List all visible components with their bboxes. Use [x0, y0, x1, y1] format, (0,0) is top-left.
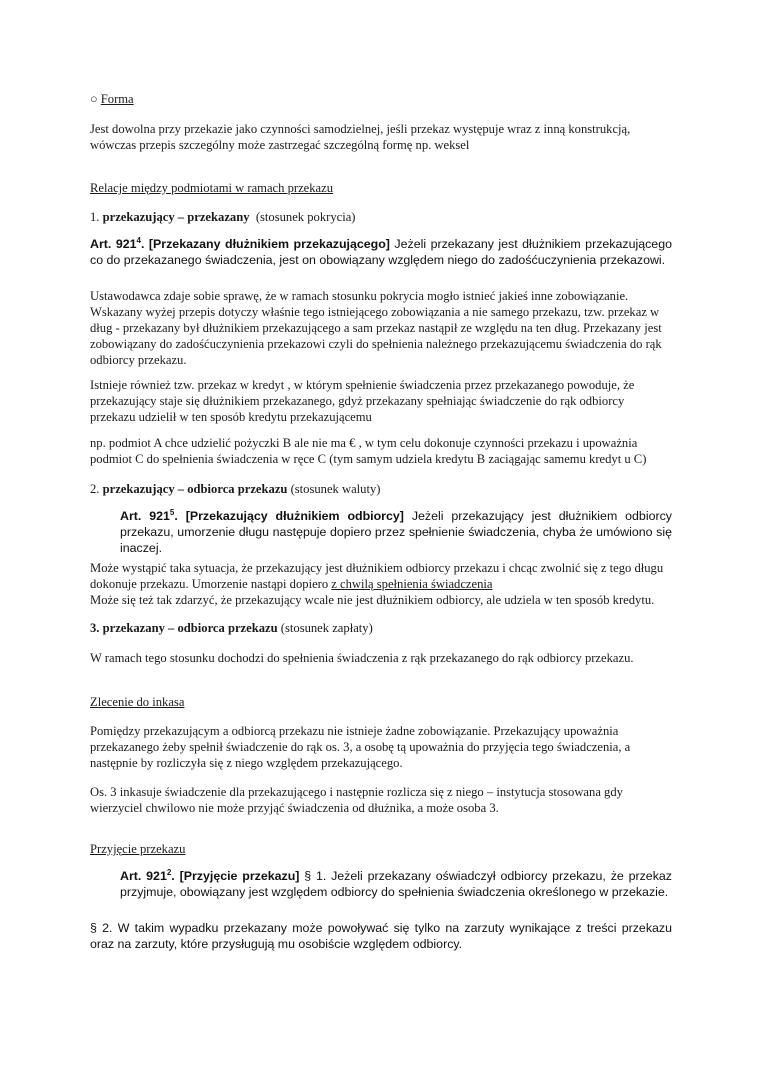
paragraph-par-2: § 2. W takim wypadku przekazany może powoływać się tylko na zarzuty wynikające z treści przekazu oraz na zarzuty, które przysługują mu osobiście względem odbiorcy. [90, 921, 672, 951]
article-921-4: Art. $921^4$. [Przekazany dłużnikiem przekazującego] Jeżeli przekazany jest dłużnikiem przekazującego co do przekazanego świadczenia, jest on obowiązany względem niego do zadośćuczynienia przekazowi. [90, 235, 672, 267]
bullet-icon: ○ [90, 92, 98, 106]
forma-paragraph: Jest dowolna przy przekazie jako czynności samodzielnej, jeśli przekaz występuje wraz z inną konstrukcją, wówczas przepis szczególny może zastrzegać szczególną formę np. weksel [90, 122, 631, 152]
forma-heading [90, 91, 672, 107]
paragraph-os3: Os. 3 inkasuje świadczenie dla przekazującego i następnie rozlicza się z niego – instytucja stosowana gdy wierzyciel chwilowo nie może przyjąć świadczenia od dłużnika, a może osoba 3. [90, 785, 623, 815]
przyjecie-heading: Przyjęcie przekazu [90, 842, 186, 856]
paragraph-w-ramach: W ramach tego stosunku dochodzi do spełnienia świadczenia z rąk przekazanego do rąk odbiorcy przekazu. [90, 651, 634, 665]
paragraph-example: np. podmiot A chce udzielić pożyczki B ale nie ma € , w tym celu dokonuje czynności przekazu i upoważnia podmiot C do spełnienia świadczenia w ręce C (tym samym udziela kredytu B zaciągając samemu kredyt u C) [90, 436, 647, 466]
article-921-2: Art. $921^2$. [Przyjęcie przekazu] § 1. Jeżeli przekazany oświadczył odbiorcy przekazu, że przekaz przyjmuje, obowiązany jest względem odbiorcy do spełnienia świadczenia określonego w przekazie. [120, 867, 672, 899]
paragraph-przekaz-w-kredyt: Istnieje również tzw. przekaz w kredyt , w którym spełnienie świadczenia przez przekazanego powoduje, że przekazujący staje się dłużnikiem przekazanego, gdyż przekazany spełniając świadczenie do rąk odbiorcy przekazu udzielił w ten sposób kredytu przekazującemu [90, 378, 635, 424]
forma-title: Forma [100, 92, 134, 106]
relation-3-heading: 3. przekazany – odbiorca przekazu (stosunek zapłaty) [90, 621, 373, 635]
article-921-5: Art. $921^5$. [Przekazujący dłużnikiem odbiorcy] Jeżeli przekazujący jest dłużnikiem odbiorcy przekazu, umorzenie długu następuje dopiero przez spełnienie świadczenia, chyba że umówiono się inaczej. [120, 507, 672, 555]
relation-2-heading: 2. przekazujący – odbiorca przekazu (stosunek waluty) [90, 482, 381, 496]
inkaso-heading: Zlecenie do inkasa [90, 695, 185, 709]
paragraph-ustawodawca: Ustawodawca zdaje sobie sprawę, że w ramach stosunku pokrycia mogło istnieć jakieś inne zobowiązanie. Wskazany wyżej przepis dotyczy właśnie tego istniejącego zobowiązania a nie samego przekazu, tzw. przekaz w dług - przekazany był dłużnikiem przekazującego a sam przekaz nastąpił ze względu na ten dług. Przekazany jest zobowiązany do zadośćuczynienia przekazowi czyli do spełnienia należnego przekazującemu świadczenia do rąk odbiorcy przekazu. [90, 289, 662, 367]
paragraph-pomiedzy: Pomiędzy przekazującym a odbiorcą przekazu nie istnieje żadne zobowiązanie. Przekazujący upoważnia przekazanego żeby spełnił świadczenie do rąk os. 3, a osobę tą upoważnia do przyjęcia tego świadczenia, a następnie by rozliczyła się z niego względem przekazującego. [90, 724, 631, 770]
paragraph-moze-wystapic: Może wystąpić taka sytuacja, że przekazujący jest dłużnikiem odbiorcy przekazu i chcąc zwolnić się z tego długu dokonuje przekazu. Umorzenie nastąpi dopiero z chwilą spełnienia świadczenia [90, 561, 664, 591]
relation-1-heading: 1. przekazujący – przekazany (stosunek pokrycia) [90, 210, 356, 224]
relacje-heading: Relacje między podmiotami w ramach przekazu [90, 181, 334, 195]
paragraph-moze-zdarzyc: Może się też tak zdarzyć, że przekazujący wcale nie jest dłużnikiem odbiorcy, ale udziela w ten sposób kredytu. [90, 593, 655, 607]
